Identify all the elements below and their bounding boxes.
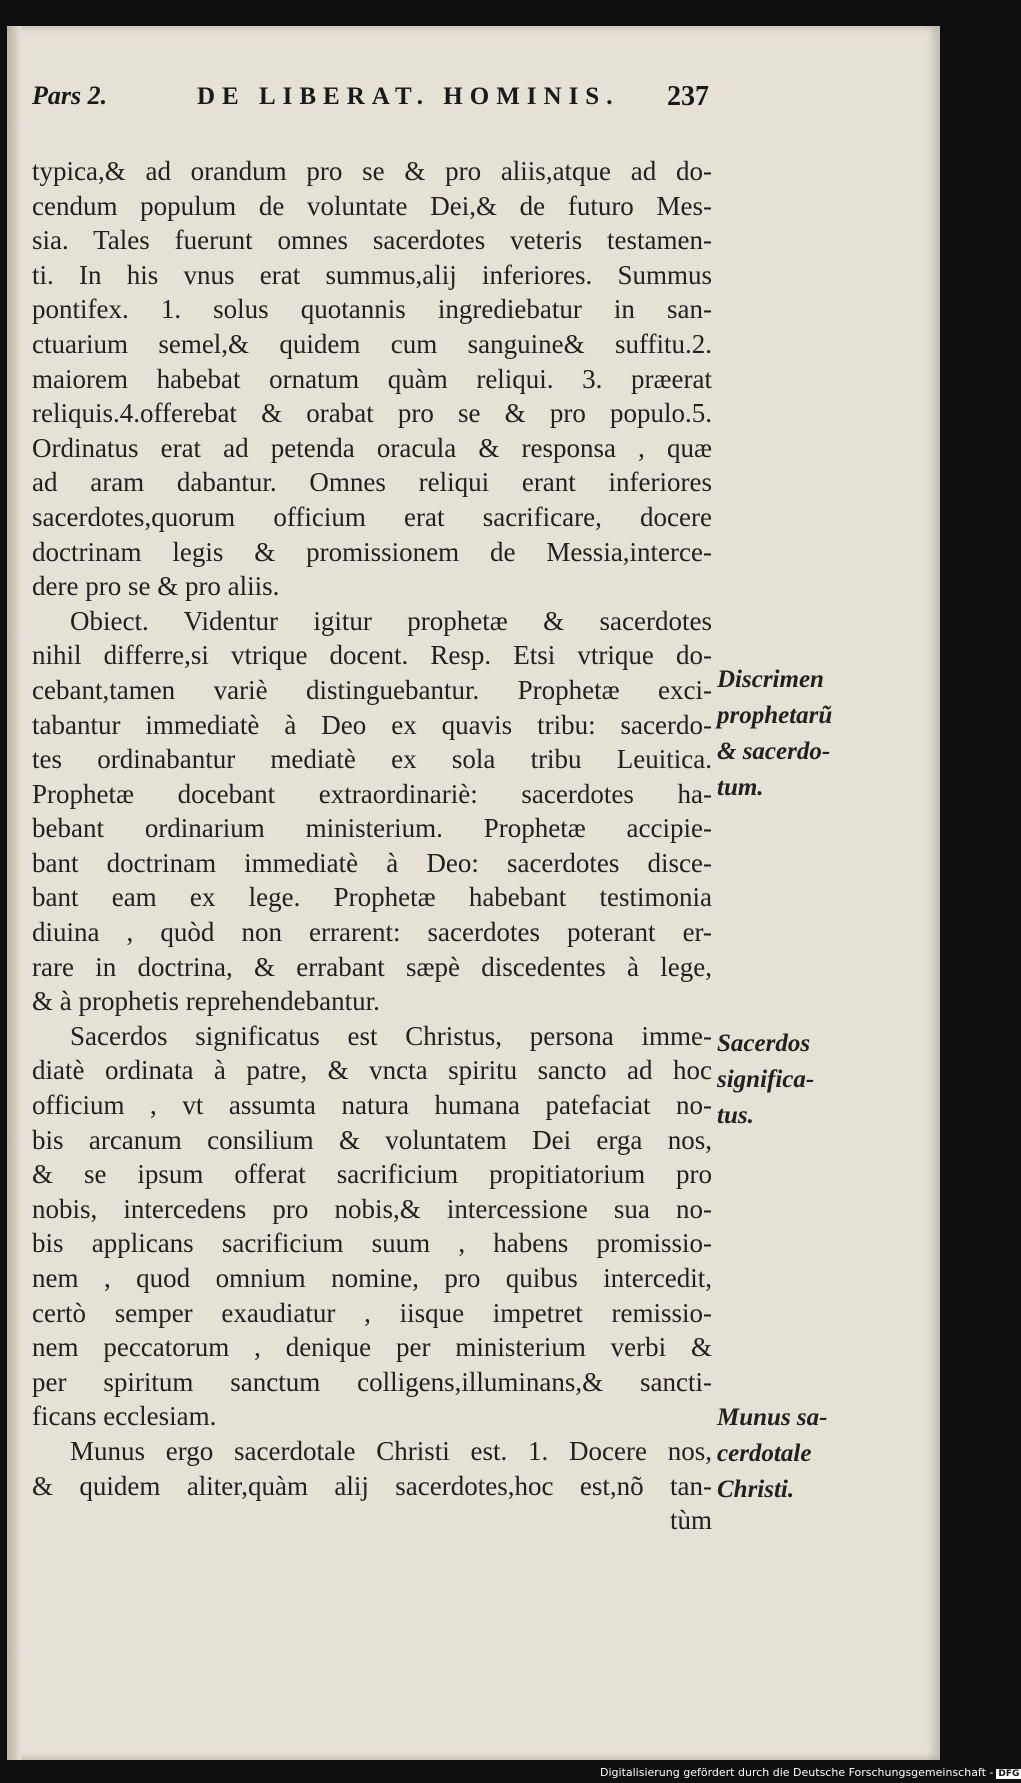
main-text-block (32, 154, 712, 1538)
catchword: tùm (669, 1505, 712, 1536)
text-line: nobis, intercedens pro nobis,& intercessione sua no- (32, 1193, 712, 1224)
text-line: & à prophetis reprehendebantur. (32, 986, 380, 1017)
text-line: nem peccatorum , denique per ministerium verbi & (32, 1332, 712, 1363)
marginal-note-discrimen (717, 662, 867, 806)
part-label: Pars 2. (32, 81, 108, 110)
text-line: bant eam ex lege. Prophetæ habebant testimonia (32, 882, 712, 913)
text-line: maiorem habebat ornatum quàm reliqui. 3. præerat (32, 363, 712, 394)
text-line: typica,& ad orandum pro se & pro aliis,atque ad do- (32, 156, 712, 186)
marginal-note-sacerdos (717, 1026, 867, 1134)
text-line: doctrinam legis & promissionem de Messia,interce- (32, 536, 712, 567)
text-line: Ordinatus erat ad petenda oracula & responsa , quæ (32, 432, 712, 463)
text-line: ctuarium semel,& quidem cum sanguine& suffitu.2. (32, 328, 712, 359)
marginal-line: cerdotale (717, 1440, 812, 1467)
text-line: bant doctrinam immediatè à Deo: sacerdotes disce- (32, 847, 712, 878)
credit-text: Digitalisierung gefördert durch die Deutsche Forschungsgemeinschaft - (600, 1766, 994, 1779)
text-line: & se ipsum offerat sacrificium propitiatorium pro (32, 1159, 712, 1190)
marginal-line: significa- (717, 1066, 815, 1093)
book-page (7, 26, 940, 1760)
marginal-note-munus (717, 1400, 867, 1508)
digitization-credit (600, 1766, 1020, 1779)
text-line: Sacerdos significatus est Christus, persona imme- (70, 1020, 712, 1051)
text-line: Obiect. Videntur igitur prophetæ & sacerdotes (70, 605, 712, 636)
page-gutter-shadow (7, 26, 21, 1760)
text-line: bis applicans sacrificium suum , habens promissio- (32, 1228, 712, 1259)
marginal-line: Discrimen (717, 666, 824, 693)
text-line: sacerdotes,quorum officium erat sacrificare, docere (32, 501, 712, 532)
text-line: reliquis.4.offerebat & orabat pro se & pro populo.5. (32, 398, 712, 429)
text-line: dere pro se & pro aliis. (32, 571, 280, 602)
text-line: tabantur immediatè à Deo ex quavis tribu: sacerdo- (32, 709, 712, 740)
text-line: cendum populum de voluntate Dei,& de futuro Mes- (32, 190, 712, 221)
text-line: bis arcanum consilium & voluntatem Dei erga nos, (32, 1124, 712, 1155)
running-title: DE LIBERAT. HOMINIS. (197, 83, 620, 110)
page-number: 237 (667, 81, 709, 112)
dfg-logo: DFG (998, 1769, 1020, 1779)
text-line: per spiritum sanctum colligens,illuminans,& sancti- (32, 1366, 712, 1397)
text-line: nem , quod omnium nomine, pro quibus intercedit, (32, 1263, 712, 1293)
text-line: officium , vt assumta natura humana patefaciat no- (32, 1090, 712, 1121)
text-line: diatè ordinata à patre, & vncta spiritu sancto ad hoc (32, 1055, 712, 1086)
text-line: Munus ergo sacerdotale Christi est. 1. Docere nos, (70, 1435, 712, 1466)
marginal-line: tus. (717, 1102, 754, 1129)
text-line: ti. In his vnus erat summus,alij inferiores. Summus (32, 259, 712, 290)
text-line: rare in doctrina, & errabant sæpè discedentes à lege, (32, 951, 712, 982)
text-line: sia. Tales fuerunt omnes sacerdotes veteris testamen- (32, 225, 712, 256)
page-header (32, 81, 712, 121)
marginal-line: Sacerdos (717, 1030, 811, 1057)
text-line: diuina , quòd non errarent: sacerdotes poterant er- (32, 917, 712, 948)
text-line: certò semper exaudiatur , iisque impetret remissio- (32, 1297, 712, 1328)
text-line: tes ordinabantur mediatè ex sola tribu Leuitica. (32, 744, 712, 775)
marginal-line: tum. (717, 774, 764, 801)
text-line: Prophetæ docebant extraordinariè: sacerdotes ha- (32, 778, 712, 809)
marginal-line: prophetarũ (717, 702, 833, 729)
marginal-line: Christi. (717, 1476, 795, 1503)
marginal-line: & sacerdo- (717, 738, 831, 765)
text-line: & quidem aliter,quàm alij sacerdotes,hoc est,nõ tan- (32, 1470, 712, 1501)
text-line: nihil differre,si vtrique docent. Resp. Etsi vtrique do- (32, 640, 712, 671)
text-line: ad aram dabantur. Omnes reliqui erant inferiores (32, 467, 712, 498)
text-line: pontifex. 1. solus quotannis ingrediebatur in san- (32, 294, 712, 325)
text-line: bebant ordinarium ministerium. Prophetæ accipie- (32, 813, 712, 844)
marginal-line: Munus sa- (717, 1404, 828, 1431)
text-line: cebant,tamen variè distinguebantur. Prophetæ exci- (32, 674, 712, 705)
text-line: ficans ecclesiam. (32, 1401, 217, 1432)
